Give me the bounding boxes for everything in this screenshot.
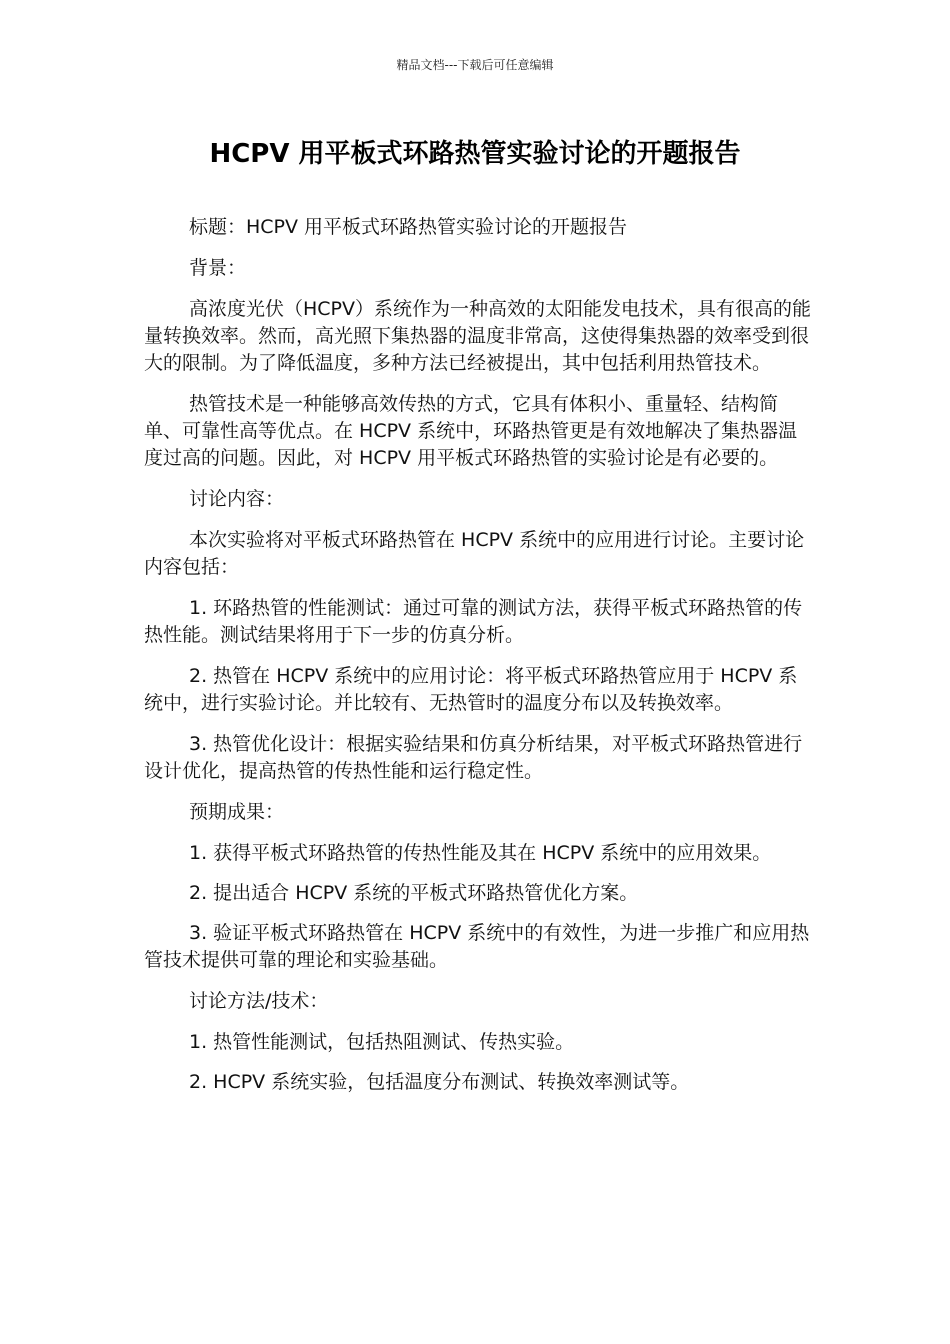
list-item-method-1: 1. 热管性能测试，包括热阻测试、传热实验。 [189, 1031, 575, 1053]
paragraph-subject: 标题：HCPV 用平板式环路热管实验讨论的开题报告 [189, 216, 628, 238]
list-item-method-2: 2. HCPV 系统实验，包括温度分布测试、转换效率测试等。 [189, 1071, 690, 1093]
heading-background: 背景： [189, 257, 247, 279]
paragraph-discussion-intro: 本次实验将对平板式环路热管在 HCPV 系统中的应用进行讨论。主要讨论内容包括： [144, 529, 805, 578]
list-item-content-2: 2. 热管在 HCPV 系统中的应用讨论：将平板式环路热管应用于 HCPV 系统中，进行实验讨论。并比较有、无热管时的温度分布以及转换效率。 [144, 665, 798, 714]
heading-methods: 讨论方法/技术： [189, 990, 329, 1012]
list-item-content-1: 1. 环路热管的性能测试：通过可靠的测试方法，获得平板式环路热管的传热性能。测试结果将用于下一步的仿真分析。 [144, 597, 803, 646]
paragraph-background-2: 热管技术是一种能够高效传热的方式，它具有体积小、重量轻、结构简单、可靠性高等优点。在 HCPV 系统中，环路热管更是有效地解决了集热器温度过高的问题。因此，对 HCPV 用平板式环路热管的实验讨论是有必要的。 [144, 393, 798, 469]
paragraph-background-1: 高浓度光伏（HCPV）系统作为一种高效的太阳能发电技术，具有很高的能量转换效率。然而，高光照下集热器的温度非常高，这使得集热器的效率受到很大的限制。为了降低温度，多种方法已经被提出，其中包括利用热管技术。 [144, 298, 812, 374]
heading-expected-results: 预期成果： [189, 801, 285, 823]
page-header: 精品文档---下载后可任意编辑 [396, 58, 554, 72]
document-body [144, 214, 814, 1109]
document-title: HCPV 用平板式环路热管实验讨论的开题报告 [209, 139, 741, 169]
heading-discussion-content: 讨论内容： [189, 488, 285, 510]
list-item-result-1: 1. 获得平板式环路热管的传热性能及其在 HCPV 系统中的应用效果。 [189, 842, 772, 864]
list-item-result-2: 2. 提出适合 HCPV 系统的平板式环路热管优化方案。 [189, 882, 639, 904]
list-item-result-3: 3. 验证平板式环路热管在 HCPV 系统中的有效性，为进一步推广和应用热管技术提供可靠的理论和实验基础。 [144, 922, 810, 971]
list-item-content-3: 3. 热管优化设计：根据实验结果和仿真分析结果，对平板式环路热管进行设计优化，提高热管的传热性能和运行稳定性。 [144, 733, 803, 782]
